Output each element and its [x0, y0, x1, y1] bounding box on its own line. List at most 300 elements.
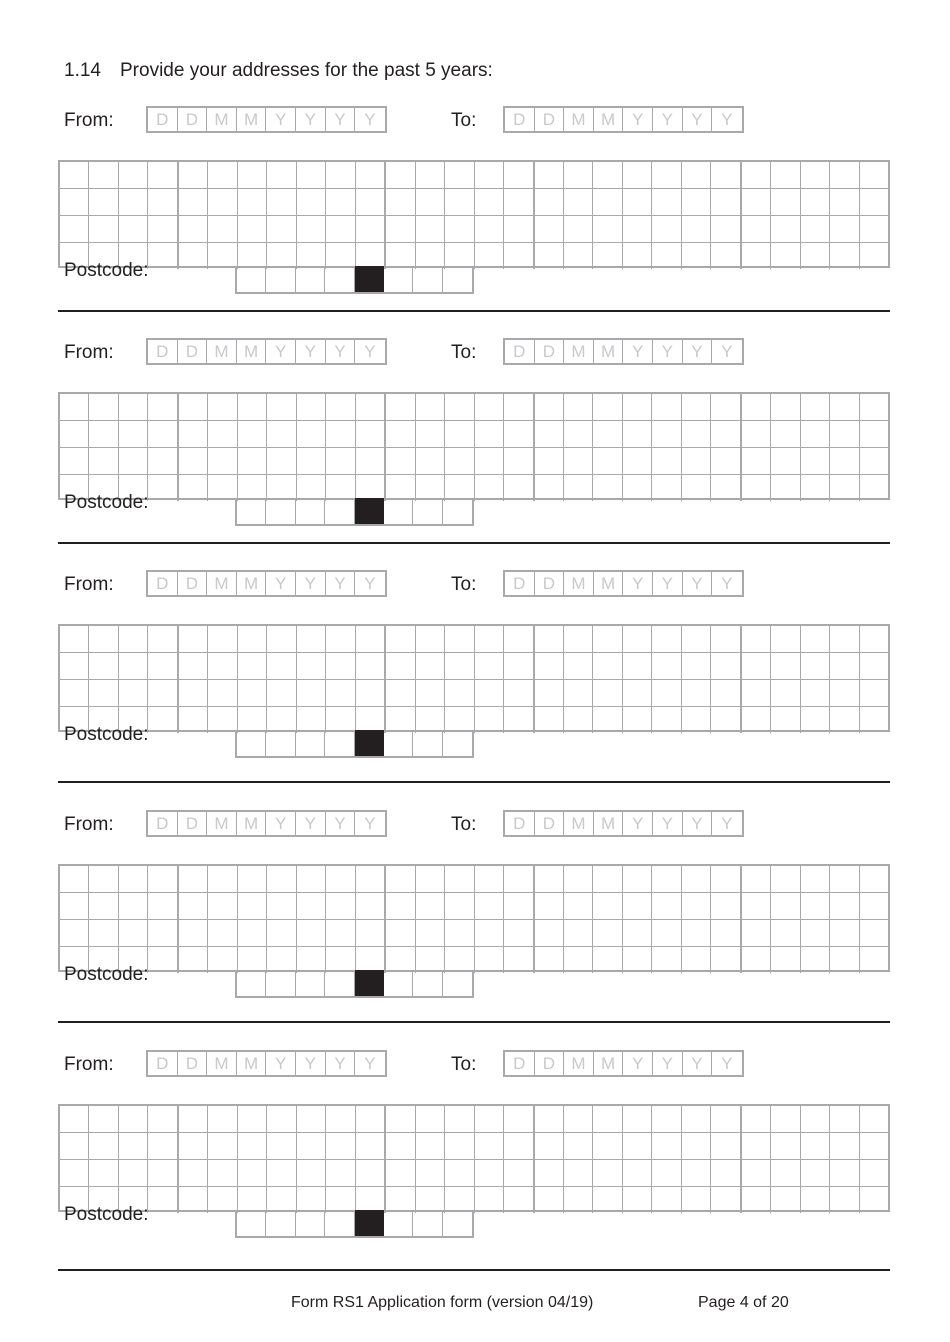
address-char-cell[interactable]: [860, 653, 888, 679]
postcode-input[interactable]: [235, 730, 474, 758]
address-char-cell[interactable]: [564, 475, 593, 501]
from-date-input-cell[interactable]: D: [178, 572, 208, 595]
address-char-cell[interactable]: [416, 1160, 445, 1186]
address-char-cell[interactable]: [593, 243, 622, 269]
address-char-cell[interactable]: [623, 626, 652, 652]
from-date-input-cell[interactable]: M: [237, 108, 267, 131]
from-date-input[interactable]: [146, 570, 387, 597]
postcode-input[interactable]: [235, 970, 474, 998]
address-char-cell[interactable]: [593, 653, 622, 679]
address-char-cell[interactable]: [326, 421, 355, 447]
address-char-cell[interactable]: [60, 1160, 89, 1186]
address-char-cell[interactable]: [711, 243, 741, 269]
address-char-cell[interactable]: [60, 893, 89, 919]
address-char-cell[interactable]: [830, 1187, 859, 1213]
address-char-cell[interactable]: [297, 1133, 326, 1159]
address-char-cell[interactable]: [119, 394, 148, 420]
address-line[interactable]: [60, 707, 888, 733]
address-char-cell[interactable]: [771, 866, 800, 892]
address-char-cell[interactable]: [564, 243, 593, 269]
address-char-cell[interactable]: [742, 866, 771, 892]
to-date-input-cell[interactable]: Y: [623, 108, 653, 131]
address-char-cell[interactable]: [535, 189, 564, 215]
address-char-cell[interactable]: [416, 189, 445, 215]
address-char-cell[interactable]: [652, 189, 681, 215]
address-char-cell[interactable]: [535, 920, 564, 946]
address-char-cell[interactable]: [297, 216, 326, 242]
address-char-cell[interactable]: [297, 162, 326, 188]
address-char-cell[interactable]: [238, 216, 267, 242]
address-char-cell[interactable]: [830, 866, 859, 892]
address-char-cell[interactable]: [860, 394, 888, 420]
address-char-cell[interactable]: [682, 1133, 711, 1159]
address-char-cell[interactable]: [445, 394, 474, 420]
address-char-cell[interactable]: [208, 626, 237, 652]
address-char-cell[interactable]: [179, 475, 208, 501]
address-char-cell[interactable]: [564, 189, 593, 215]
address-char-cell[interactable]: [742, 189, 771, 215]
address-char-cell[interactable]: [801, 1133, 830, 1159]
address-char-cell[interactable]: [119, 920, 148, 946]
address-char-cell[interactable]: [208, 893, 237, 919]
address-char-cell[interactable]: [593, 920, 622, 946]
address-char-cell[interactable]: [801, 1187, 830, 1213]
address-char-cell[interactable]: [860, 448, 888, 474]
address-char-cell[interactable]: [60, 421, 89, 447]
address-char-cell[interactable]: [297, 189, 326, 215]
address-char-cell[interactable]: [356, 1133, 386, 1159]
address-char-cell[interactable]: [356, 626, 386, 652]
address-char-cell[interactable]: [208, 448, 237, 474]
address-char-cell[interactable]: [326, 448, 355, 474]
address-char-cell[interactable]: [623, 1187, 652, 1213]
address-char-cell[interactable]: [60, 920, 89, 946]
address-char-cell[interactable]: [623, 1133, 652, 1159]
to-date-input-cell[interactable]: D: [535, 108, 565, 131]
address-char-cell[interactable]: [742, 475, 771, 501]
to-date-input-cell[interactable]: Y: [721, 814, 733, 833]
address-char-cell[interactable]: [593, 1187, 622, 1213]
address-line[interactable]: [60, 680, 888, 707]
address-char-cell[interactable]: [119, 421, 148, 447]
address-char-cell[interactable]: [830, 1160, 859, 1186]
address-char-cell[interactable]: [593, 394, 622, 420]
address-char-cell[interactable]: [564, 947, 593, 973]
from-date-input-cell[interactable]: D: [148, 572, 178, 595]
address-char-cell[interactable]: [593, 680, 622, 706]
address-char-cell[interactable]: [148, 162, 178, 188]
address-char-cell[interactable]: [711, 162, 741, 188]
address-char-cell[interactable]: [416, 680, 445, 706]
address-char-cell[interactable]: [623, 475, 652, 501]
address-char-cell[interactable]: [60, 626, 89, 652]
to-date-input-cell[interactable]: M: [564, 812, 594, 835]
address-char-cell[interactable]: [564, 162, 593, 188]
postcode-char-cell[interactable]: [413, 498, 442, 524]
address-char-cell[interactable]: [593, 1106, 622, 1132]
address-char-cell[interactable]: [535, 1160, 564, 1186]
address-char-cell[interactable]: [564, 1187, 593, 1213]
address-char-cell[interactable]: [148, 243, 178, 269]
address-char-cell[interactable]: [860, 1160, 888, 1186]
address-char-cell[interactable]: [208, 866, 237, 892]
address-char-cell[interactable]: [652, 653, 681, 679]
address-char-cell[interactable]: [593, 475, 622, 501]
address-char-cell[interactable]: [593, 189, 622, 215]
address-char-cell[interactable]: [297, 1106, 326, 1132]
postcode-char-cell[interactable]: [296, 730, 325, 756]
to-date-input-cell[interactable]: Y: [683, 812, 713, 835]
to-date-input-cell[interactable]: Y: [653, 572, 683, 595]
address-char-cell[interactable]: [623, 421, 652, 447]
address-char-cell[interactable]: [475, 162, 504, 188]
address-char-cell[interactable]: [504, 216, 534, 242]
address-char-cell[interactable]: [682, 243, 711, 269]
to-date-input-cell[interactable]: Y: [683, 572, 713, 595]
address-char-cell[interactable]: [593, 947, 622, 973]
address-char-cell[interactable]: [416, 216, 445, 242]
address-char-cell[interactable]: [801, 475, 830, 501]
from-date-input-cell[interactable]: M: [207, 340, 237, 363]
address-grid[interactable]: [58, 160, 890, 268]
address-char-cell[interactable]: [564, 866, 593, 892]
address-char-cell[interactable]: [89, 394, 118, 420]
address-char-cell[interactable]: [535, 947, 564, 973]
address-char-cell[interactable]: [652, 866, 681, 892]
to-date-input-cell[interactable]: M: [594, 572, 624, 595]
address-char-cell[interactable]: [535, 707, 564, 733]
address-char-cell[interactable]: [267, 448, 296, 474]
address-char-cell[interactable]: [445, 866, 474, 892]
address-line[interactable]: [60, 216, 888, 243]
address-char-cell[interactable]: [711, 920, 741, 946]
address-char-cell[interactable]: [742, 707, 771, 733]
to-date-input-cell[interactable]: M: [594, 812, 624, 835]
address-char-cell[interactable]: [564, 421, 593, 447]
address-char-cell[interactable]: [208, 216, 237, 242]
address-char-cell[interactable]: [771, 680, 800, 706]
address-char-cell[interactable]: [504, 1160, 534, 1186]
address-char-cell[interactable]: [623, 162, 652, 188]
address-char-cell[interactable]: [593, 1160, 622, 1186]
address-char-cell[interactable]: [179, 920, 208, 946]
address-char-cell[interactable]: [682, 680, 711, 706]
address-char-cell[interactable]: [60, 448, 89, 474]
address-char-cell[interactable]: [267, 162, 296, 188]
address-char-cell[interactable]: [593, 866, 622, 892]
address-char-cell[interactable]: [860, 475, 888, 501]
address-char-cell[interactable]: [326, 1133, 355, 1159]
address-char-cell[interactable]: [208, 394, 237, 420]
postcode-char-cell[interactable]: [266, 498, 295, 524]
postcode-char-cell[interactable]: [266, 730, 295, 756]
address-char-cell[interactable]: [860, 1187, 888, 1213]
from-date-input-cell[interactable]: Y: [266, 340, 296, 363]
address-char-cell[interactable]: [652, 394, 681, 420]
address-char-cell[interactable]: [860, 1106, 888, 1132]
address-char-cell[interactable]: [682, 475, 711, 501]
address-char-cell[interactable]: [711, 947, 741, 973]
from-date-input-cell[interactable]: D: [178, 1052, 208, 1075]
to-date-input-cell[interactable]: Y: [623, 812, 653, 835]
address-char-cell[interactable]: [860, 626, 888, 652]
address-char-cell[interactable]: [830, 189, 859, 215]
to-date-input-cell[interactable]: Y: [623, 340, 653, 363]
address-line[interactable]: [60, 920, 888, 947]
to-date-input-cell[interactable]: D: [505, 108, 535, 131]
address-char-cell[interactable]: [238, 626, 267, 652]
postcode-char-cell[interactable]: [266, 266, 295, 292]
address-char-cell[interactable]: [179, 947, 208, 973]
address-char-cell[interactable]: [238, 920, 267, 946]
address-char-cell[interactable]: [711, 626, 741, 652]
address-char-cell[interactable]: [148, 475, 178, 501]
address-char-cell[interactable]: [119, 653, 148, 679]
to-date-input-cell[interactable]: Y: [721, 342, 733, 361]
to-date-input-cell[interactable]: Y: [683, 340, 713, 363]
address-char-cell[interactable]: [208, 1160, 237, 1186]
address-char-cell[interactable]: [179, 866, 208, 892]
postcode-char-cell[interactable]: [296, 498, 325, 524]
address-char-cell[interactable]: [711, 189, 741, 215]
address-char-cell[interactable]: [179, 216, 208, 242]
address-char-cell[interactable]: [475, 1160, 504, 1186]
address-char-cell[interactable]: [60, 1106, 89, 1132]
address-char-cell[interactable]: [416, 421, 445, 447]
address-char-cell[interactable]: [356, 421, 386, 447]
address-char-cell[interactable]: [652, 162, 681, 188]
from-date-input-cell[interactable]: D: [178, 812, 208, 835]
address-char-cell[interactable]: [682, 1160, 711, 1186]
address-char-cell[interactable]: [297, 421, 326, 447]
address-char-cell[interactable]: [60, 189, 89, 215]
address-char-cell[interactable]: [830, 920, 859, 946]
from-date-input-cell[interactable]: Y: [296, 1052, 326, 1075]
address-char-cell[interactable]: [711, 1106, 741, 1132]
address-char-cell[interactable]: [830, 243, 859, 269]
postcode-char-cell[interactable]: [384, 730, 413, 756]
address-char-cell[interactable]: [475, 680, 504, 706]
address-char-cell[interactable]: [682, 893, 711, 919]
address-char-cell[interactable]: [535, 1187, 564, 1213]
address-char-cell[interactable]: [386, 421, 415, 447]
address-char-cell[interactable]: [179, 707, 208, 733]
to-date-input-cell[interactable]: M: [564, 572, 594, 595]
address-char-cell[interactable]: [356, 448, 386, 474]
address-char-cell[interactable]: [208, 475, 237, 501]
address-char-cell[interactable]: [356, 1160, 386, 1186]
address-char-cell[interactable]: [179, 1160, 208, 1186]
address-char-cell[interactable]: [771, 1106, 800, 1132]
from-date-input-cell[interactable]: D: [148, 108, 178, 131]
address-char-cell[interactable]: [504, 162, 534, 188]
postcode-char-cell[interactable]: [266, 1210, 295, 1236]
postcode-char-cell[interactable]: [413, 266, 442, 292]
address-char-cell[interactable]: [801, 189, 830, 215]
address-char-cell[interactable]: [830, 162, 859, 188]
address-line[interactable]: [60, 243, 888, 269]
address-char-cell[interactable]: [148, 1160, 178, 1186]
address-char-cell[interactable]: [504, 421, 534, 447]
from-date-input-cell[interactable]: D: [148, 340, 178, 363]
to-date-input-cell[interactable]: D: [505, 1052, 535, 1075]
address-char-cell[interactable]: [445, 893, 474, 919]
address-char-cell[interactable]: [742, 947, 771, 973]
address-char-cell[interactable]: [593, 626, 622, 652]
address-char-cell[interactable]: [535, 653, 564, 679]
address-char-cell[interactable]: [564, 653, 593, 679]
address-char-cell[interactable]: [475, 1133, 504, 1159]
address-char-cell[interactable]: [445, 162, 474, 188]
address-line[interactable]: [60, 893, 888, 920]
address-char-cell[interactable]: [208, 243, 237, 269]
from-date-input[interactable]: [146, 810, 387, 837]
from-date-input-cell[interactable]: D: [148, 1052, 178, 1075]
to-date-input-cell[interactable]: Y: [683, 108, 713, 131]
address-char-cell[interactable]: [179, 1133, 208, 1159]
address-char-cell[interactable]: [801, 920, 830, 946]
address-char-cell[interactable]: [386, 216, 415, 242]
address-char-cell[interactable]: [742, 653, 771, 679]
address-char-cell[interactable]: [830, 1106, 859, 1132]
address-char-cell[interactable]: [652, 1187, 681, 1213]
address-char-cell[interactable]: [830, 653, 859, 679]
address-char-cell[interactable]: [179, 1106, 208, 1132]
address-char-cell[interactable]: [386, 866, 415, 892]
address-char-cell[interactable]: [416, 893, 445, 919]
address-char-cell[interactable]: [623, 216, 652, 242]
address-char-cell[interactable]: [89, 920, 118, 946]
address-char-cell[interactable]: [445, 1106, 474, 1132]
from-date-input-cell[interactable]: M: [207, 1052, 237, 1075]
address-char-cell[interactable]: [179, 189, 208, 215]
address-char-cell[interactable]: [326, 626, 355, 652]
from-date-input[interactable]: [146, 338, 387, 365]
address-grid[interactable]: [58, 1104, 890, 1212]
address-char-cell[interactable]: [179, 394, 208, 420]
address-char-cell[interactable]: [267, 866, 296, 892]
from-date-input-cell[interactable]: M: [207, 108, 237, 131]
address-char-cell[interactable]: [148, 947, 178, 973]
address-char-cell[interactable]: [771, 394, 800, 420]
address-char-cell[interactable]: [386, 1160, 415, 1186]
address-char-cell[interactable]: [801, 680, 830, 706]
address-char-cell[interactable]: [445, 448, 474, 474]
address-line[interactable]: [60, 162, 888, 189]
address-char-cell[interactable]: [475, 920, 504, 946]
address-char-cell[interactable]: [652, 707, 681, 733]
address-char-cell[interactable]: [179, 1187, 208, 1213]
address-char-cell[interactable]: [60, 394, 89, 420]
address-char-cell[interactable]: [535, 475, 564, 501]
address-char-cell[interactable]: [801, 162, 830, 188]
address-char-cell[interactable]: [860, 189, 888, 215]
address-char-cell[interactable]: [297, 680, 326, 706]
address-char-cell[interactable]: [682, 394, 711, 420]
address-char-cell[interactable]: [801, 866, 830, 892]
address-char-cell[interactable]: [148, 920, 178, 946]
address-char-cell[interactable]: [652, 680, 681, 706]
address-char-cell[interactable]: [623, 920, 652, 946]
address-char-cell[interactable]: [148, 421, 178, 447]
address-char-cell[interactable]: [682, 216, 711, 242]
address-char-cell[interactable]: [148, 866, 178, 892]
address-char-cell[interactable]: [267, 1106, 296, 1132]
address-char-cell[interactable]: [238, 448, 267, 474]
from-date-input-cell[interactable]: M: [237, 340, 267, 363]
to-date-input[interactable]: [503, 810, 744, 837]
to-date-input-cell[interactable]: Y: [653, 340, 683, 363]
from-date-input-cell[interactable]: Y: [364, 814, 376, 833]
address-char-cell[interactable]: [297, 866, 326, 892]
from-date-input-cell[interactable]: Y: [326, 572, 356, 595]
address-line[interactable]: [60, 626, 888, 653]
address-char-cell[interactable]: [830, 707, 859, 733]
address-char-cell[interactable]: [148, 680, 178, 706]
address-char-cell[interactable]: [801, 394, 830, 420]
address-char-cell[interactable]: [475, 475, 504, 501]
to-date-input-cell[interactable]: M: [564, 340, 594, 363]
to-date-input-cell[interactable]: Y: [653, 1052, 683, 1075]
postcode-char-cell[interactable]: [325, 730, 354, 756]
address-char-cell[interactable]: [208, 1133, 237, 1159]
to-date-input-cell[interactable]: D: [535, 1052, 565, 1075]
address-char-cell[interactable]: [60, 866, 89, 892]
address-char-cell[interactable]: [356, 680, 386, 706]
address-char-cell[interactable]: [356, 893, 386, 919]
address-char-cell[interactable]: [238, 1106, 267, 1132]
address-char-cell[interactable]: [801, 1160, 830, 1186]
address-char-cell[interactable]: [356, 1106, 386, 1132]
from-date-input-cell[interactable]: Y: [364, 1054, 376, 1073]
address-char-cell[interactable]: [267, 394, 296, 420]
to-date-input-cell[interactable]: M: [594, 108, 624, 131]
address-char-cell[interactable]: [801, 1106, 830, 1132]
address-char-cell[interactable]: [504, 866, 534, 892]
from-date-input[interactable]: [146, 1050, 387, 1077]
address-char-cell[interactable]: [179, 626, 208, 652]
address-char-cell[interactable]: [208, 1187, 237, 1213]
address-char-cell[interactable]: [771, 189, 800, 215]
address-char-cell[interactable]: [682, 1106, 711, 1132]
address-char-cell[interactable]: [711, 216, 741, 242]
address-char-cell[interactable]: [386, 448, 415, 474]
address-char-cell[interactable]: [504, 1106, 534, 1132]
address-char-cell[interactable]: [297, 1160, 326, 1186]
address-char-cell[interactable]: [326, 162, 355, 188]
from-date-input[interactable]: [146, 106, 387, 133]
address-char-cell[interactable]: [535, 866, 564, 892]
address-char-cell[interactable]: [771, 1133, 800, 1159]
address-char-cell[interactable]: [416, 626, 445, 652]
from-date-input-cell[interactable]: Y: [296, 340, 326, 363]
address-char-cell[interactable]: [326, 394, 355, 420]
address-char-cell[interactable]: [711, 653, 741, 679]
address-char-cell[interactable]: [711, 475, 741, 501]
address-char-cell[interactable]: [267, 653, 296, 679]
address-line[interactable]: [60, 394, 888, 421]
address-char-cell[interactable]: [445, 216, 474, 242]
from-date-input-cell[interactable]: Y: [326, 1052, 356, 1075]
address-char-cell[interactable]: [238, 394, 267, 420]
address-char-cell[interactable]: [801, 707, 830, 733]
address-char-cell[interactable]: [682, 707, 711, 733]
postcode-char-cell[interactable]: [443, 266, 472, 292]
address-char-cell[interactable]: [623, 394, 652, 420]
address-char-cell[interactable]: [682, 189, 711, 215]
address-char-cell[interactable]: [326, 1160, 355, 1186]
address-char-cell[interactable]: [860, 893, 888, 919]
